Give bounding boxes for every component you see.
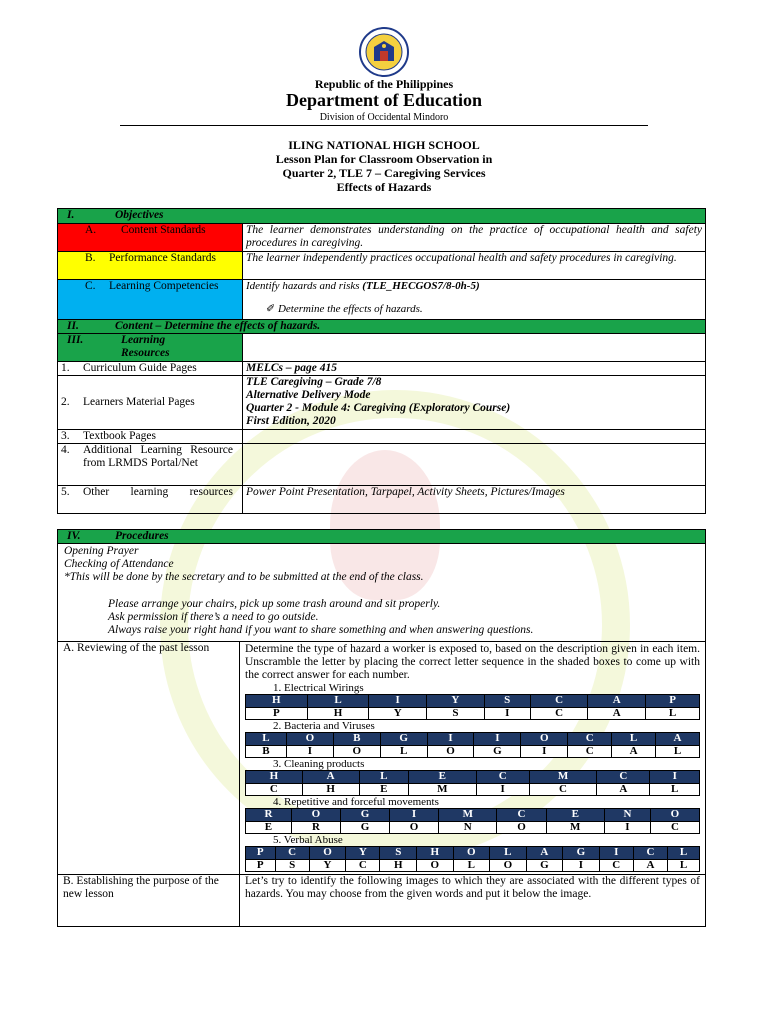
topic-line: Effects of Hazards (336, 180, 432, 194)
scrambled-letter: C (633, 847, 667, 860)
resource-label: Learners Material Pages (83, 396, 195, 408)
scrambled-letter: C (497, 809, 546, 822)
scrambled-letter: G (380, 733, 427, 746)
answer-letter: O (497, 821, 546, 834)
content-standards-row: A. Content Standards The learner demonstrates understanding on the practice of occupational health and safety procedures in caregiving. (58, 224, 706, 252)
scrambled-letter: C (476, 771, 529, 784)
answer-letter: I (521, 745, 568, 758)
competency-code: (TLE_HECGOS7/8-0h-5) (362, 280, 480, 292)
resource-label: Curriculum Guide Pages (83, 362, 197, 374)
performance-standards-text: The learner independently practices occupational health and safety procedures in caregiving. (242, 252, 705, 280)
scrambled-letter: E (546, 809, 604, 822)
resource-label: Textbook Pages (83, 430, 156, 442)
answer-letter: L (646, 707, 700, 720)
scrambled-letter: H (417, 847, 454, 860)
intro-line: Ask permission if there’s a need to go outside. (108, 611, 319, 623)
scrambled-letter: L (668, 847, 700, 860)
answer-letter: G (474, 745, 521, 758)
purpose-label: B. Establishing the purpose of the new lesson (63, 875, 219, 900)
answer-letter: L (650, 783, 700, 796)
answer-letter: B (246, 745, 287, 758)
answer-letter: S (275, 859, 309, 872)
resource-value: MELCs – page 415 (242, 362, 705, 376)
scrambled-letter: L (612, 733, 656, 746)
answer-letter: I (563, 859, 600, 872)
answer-letter: H (307, 707, 369, 720)
answer-letter: A (597, 783, 650, 796)
scrambled-letter: Y (427, 695, 485, 708)
answer-row (246, 707, 700, 720)
scrambled-row (246, 847, 700, 860)
scrambled-letter: H (246, 695, 308, 708)
answer-letter: L (668, 859, 700, 872)
resource-row: 5. Other learning resources Power Point Presentation, Tarpapel, Activity Sheets, Pictures/Images (58, 486, 706, 514)
lesson-plan-line: Lesson Plan for Classroom Observation in (275, 152, 493, 166)
scrambled-letter: L (359, 771, 409, 784)
scrambled-letter: I (369, 695, 427, 708)
puzzle-label: 4. Repetitive and forceful movements (273, 796, 439, 808)
answer-letter: S (427, 707, 485, 720)
answer-letter: C (530, 707, 588, 720)
scrambled-row (246, 695, 700, 708)
puzzle-label: 5. Verbal Abuse (273, 834, 343, 846)
answer-letter: A (588, 707, 646, 720)
answer-letter: C (529, 783, 597, 796)
answer-letter: C (599, 859, 633, 872)
intro-line: Always raise your right hand if you want to share something and when answering questions. (108, 624, 534, 636)
header-rule (120, 125, 648, 126)
scrambled-letter: L (246, 733, 287, 746)
purpose-text: Let’s try to identify the following images to which they are associated with the different types of hazards. You may choose from the given words and put it below the image. (240, 875, 706, 927)
scrambled-letter: S (484, 695, 530, 708)
learning-resources-title: Learning Resources (121, 334, 170, 359)
scrambled-letter: M (439, 809, 497, 822)
answer-letter: G (340, 821, 389, 834)
scrambled-letter: M (529, 771, 597, 784)
scrambled-row (246, 809, 700, 822)
content-text: Content – Determine the effects of hazards. (115, 320, 321, 332)
scrambled-letter: C (568, 733, 612, 746)
scrambled-letter: P (246, 847, 276, 860)
objectives-header-row: I. Objectives (58, 209, 706, 224)
scrambled-letter: Y (346, 847, 380, 860)
scrambled-letter: R (246, 809, 292, 822)
answer-letter: O (427, 745, 474, 758)
puzzle-grid (245, 732, 700, 758)
resource-row: 2. Learners Material Pages TLE Caregiving – Grade 7/8 Alternative Delivery Mode Quarter 2 - Module 4: Caregiving (Exploratory Course) First Edition, 2020 (58, 376, 706, 430)
puzzle-grid (245, 846, 700, 872)
resource-value: Quarter 2 - Module 4: Caregiving (Exploratory Course) (245, 402, 511, 414)
scrambled-letter: I (427, 733, 474, 746)
procedures-intro-row (58, 544, 706, 642)
scrambled-letter: A (588, 695, 646, 708)
answer-letter: I (484, 707, 530, 720)
objectives-resources-table (57, 208, 706, 514)
competency-text: Identify hazards and risks (245, 280, 360, 292)
answer-letter: I (286, 745, 333, 758)
content-row: II. Content – Determine the effects of hazards. (58, 320, 706, 334)
answer-letter: L (453, 859, 490, 872)
reviewing-instructions: Determine the type of hazard a worker is exposed to, based on the description given in each item. Unscramble the letter by placing the correct letter sequence in the shaded boxes to come up with the correct answer for each number. (245, 643, 700, 681)
performance-standards-row: B. Performance Standards The learner independently practices occupational health and safety procedures in caregiving. (58, 252, 706, 280)
scrambled-letter: O (453, 847, 490, 860)
objectives-title: Objectives (115, 209, 164, 221)
puzzle-label: 2. Bacteria and Viruses (273, 720, 375, 732)
resource-row: 1. Curriculum Guide Pages MELCs – page 415 (58, 362, 706, 376)
scrambled-letter: O (309, 847, 346, 860)
scrambled-letter: C (530, 695, 588, 708)
learning-competencies-label: Learning Competencies (109, 280, 219, 292)
puzzle-grid (245, 808, 700, 834)
scrambled-letter: O (291, 809, 340, 822)
scrambled-letter: P (646, 695, 700, 708)
answer-row (246, 783, 700, 796)
scrambled-letter: O (650, 809, 699, 822)
answer-letter: I (604, 821, 650, 834)
scrambled-letter: S (380, 847, 417, 860)
answer-letter: A (612, 745, 656, 758)
division-line: Division of Occidental Mindoro (319, 112, 449, 123)
answer-letter: C (346, 859, 380, 872)
scrambled-row (246, 733, 700, 746)
unscramble-puzzles (245, 682, 700, 872)
content-standards-text: The learner demonstrates understanding on the practice of occupational health and safety procedures in caregiving. (242, 224, 705, 252)
reviewing-label: A. Reviewing of the past lesson (63, 642, 210, 654)
intro-line: Please arrange your chairs, pick up some trash around and sit properly. (108, 598, 441, 610)
intro-line: Checking of Attendance (64, 558, 174, 570)
answer-letter: O (417, 859, 454, 872)
puzzle-label: 3. Cleaning products (273, 758, 365, 770)
answer-letter: C (246, 783, 303, 796)
answer-letter: R (291, 821, 340, 834)
deped-seal-logo (359, 27, 409, 77)
answer-letter: O (390, 821, 439, 834)
puzzle-grid (245, 694, 700, 720)
resource-row: 3. Textbook Pages (58, 430, 706, 444)
answer-letter: L (656, 745, 700, 758)
answer-letter: P (246, 707, 308, 720)
procedures-table (57, 529, 706, 927)
republic-line: Republic of the Philippines (314, 77, 454, 91)
answer-letter: I (476, 783, 529, 796)
resource-value: Alternative Delivery Mode (245, 389, 371, 401)
scrambled-letter: C (275, 847, 309, 860)
answer-letter: M (409, 783, 477, 796)
answer-letter: Y (309, 859, 346, 872)
competency-subtext: Determine the effects of hazards. (277, 303, 423, 315)
intro-line: Opening Prayer (64, 545, 139, 557)
content-standards-label: Content Standards (121, 224, 206, 236)
reviewing-row (58, 642, 706, 875)
scrambled-letter: L (490, 847, 527, 860)
scrambled-letter: E (409, 771, 477, 784)
answer-letter: N (439, 821, 497, 834)
scrambled-letter: I (599, 847, 633, 860)
answer-letter: Y (369, 707, 427, 720)
answer-letter: M (546, 821, 604, 834)
answer-letter: O (490, 859, 527, 872)
resource-value: TLE Caregiving – Grade 7/8 (245, 376, 382, 388)
scrambled-letter: I (650, 771, 700, 784)
resource-value: First Edition, 2020 (245, 415, 336, 427)
answer-letter: C (568, 745, 612, 758)
answer-letter: P (246, 859, 276, 872)
performance-standards-label: Performance Standards (109, 252, 216, 264)
answer-row (246, 821, 700, 834)
answer-letter: G (526, 859, 563, 872)
scrambled-letter: H (246, 771, 303, 784)
learning-resources-header: III. Learning Resources (58, 334, 706, 362)
puzzle-label: 1. Electrical Wirings (273, 682, 364, 694)
school-name: ILING NATIONAL HIGH SCHOOL (288, 138, 480, 152)
scrambled-letter: N (604, 809, 650, 822)
answer-letter: H (380, 859, 417, 872)
scrambled-row (246, 771, 700, 784)
answer-letter: E (246, 821, 292, 834)
procedures-header-row: IV. Procedures (58, 530, 706, 544)
answer-letter: E (359, 783, 409, 796)
scrambled-letter: A (526, 847, 563, 860)
department-title: Department of Education (286, 90, 482, 110)
scrambled-letter: O (521, 733, 568, 746)
pen-icon: ✐ (265, 303, 276, 315)
procedures-title: Procedures (115, 530, 169, 542)
scrambled-letter: A (302, 771, 359, 784)
purpose-row (58, 875, 706, 927)
answer-row (246, 745, 700, 758)
scrambled-letter: I (390, 809, 439, 822)
scrambled-letter: L (307, 695, 369, 708)
answer-letter: H (302, 783, 359, 796)
scrambled-letter: O (286, 733, 333, 746)
answer-row (246, 859, 700, 872)
resource-label: Additional Learning Resource from LRMDS Portal/Net (83, 444, 233, 469)
scrambled-letter: G (340, 809, 389, 822)
answer-letter: O (333, 745, 380, 758)
resource-value: Power Point Presentation, Tarpapel, Activity Sheets, Pictures/Images (242, 486, 705, 514)
intro-line: *This will be done by the secretary and to be submitted at the end of the class. (64, 571, 424, 583)
scrambled-letter: B (333, 733, 380, 746)
resource-row: 4. Additional Learning Resource from LRMDS Portal/Net (58, 444, 706, 486)
resource-label: Other learning resources (83, 486, 233, 498)
scrambled-letter: C (597, 771, 650, 784)
scrambled-letter: A (656, 733, 700, 746)
quarter-line: Quarter 2, TLE 7 – Caregiving Services (282, 166, 486, 180)
answer-letter: C (650, 821, 699, 834)
answer-letter: A (633, 859, 667, 872)
scrambled-letter: I (474, 733, 521, 746)
learning-competencies-row: C. Learning Competencies Identify hazards and risks (TLE_HECGOS7/8-0h-5) ✐ Determine the effects of hazards. (58, 280, 706, 320)
scrambled-letter: G (563, 847, 600, 860)
answer-letter: L (380, 745, 427, 758)
puzzle-grid (245, 770, 700, 796)
